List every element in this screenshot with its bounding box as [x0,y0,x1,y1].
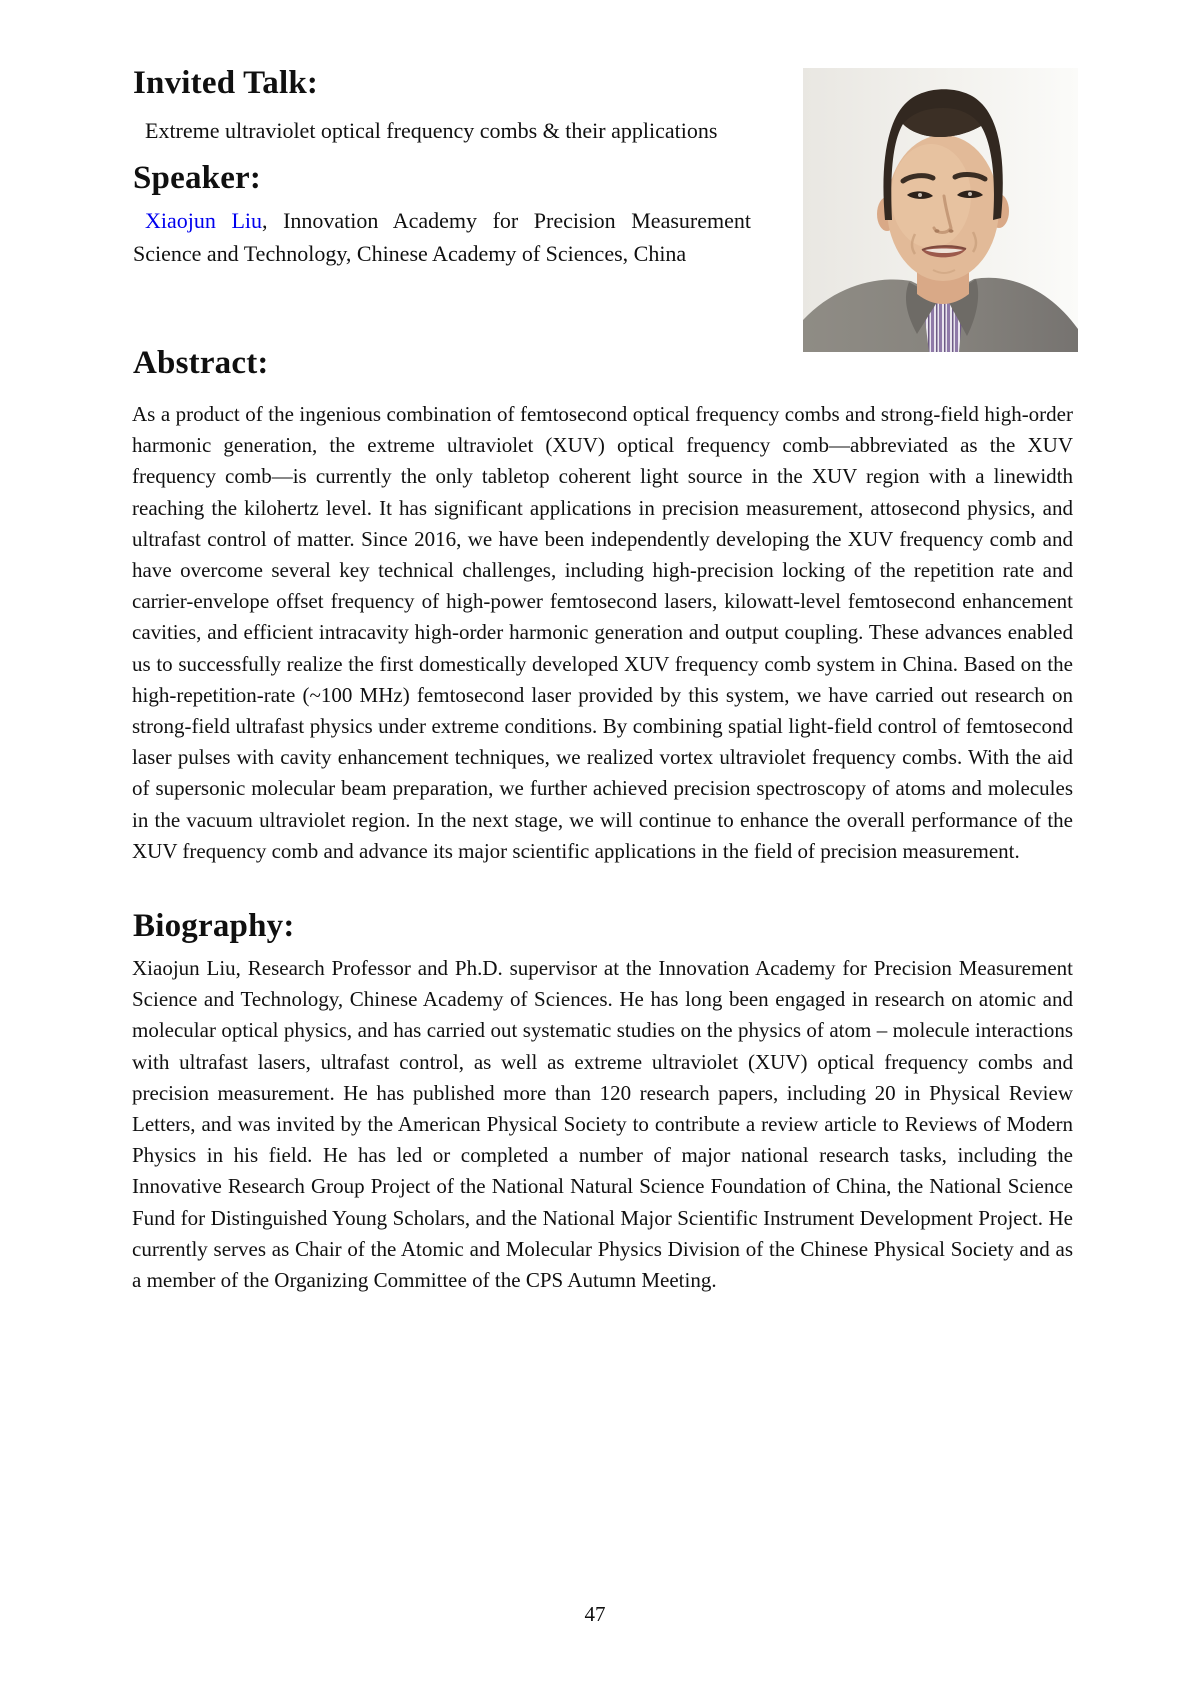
speaker-portrait-illustration [803,68,1078,352]
biography-heading: Biography: [133,908,295,944]
talk-title: Extreme ultraviolet optical frequency combs & their applications [145,118,718,143]
speaker-photo [803,68,1078,352]
invited-talk-heading: Invited Talk: [133,65,319,101]
abstract-heading: Abstract: [133,345,269,381]
speaker-heading: Speaker: [133,160,262,196]
speaker-name-link[interactable]: Xiaojun Liu [145,208,262,233]
speaker-affiliation [133,204,751,270]
abstract-text: As a product of the ingenious combination of femtosecond optical frequency combs and strong-field high-order harmonic generation, the extreme ultraviolet (XUV) optical frequency comb—abbreviated as the XUV frequency comb—is currently the only tabletop coherent light source in the XUV region with a linewidth reaching the kilohertz level. It has significant applications in precision measurement, attosecond physics, and ultrafast control of matter. Since 2016, we have been independently developing the XUV frequency comb and have overcome several key technical challenges, including high-precision locking of the repetition rate and carrier-envelope offset frequency of high-power femtosecond lasers, kilowatt-level femtosecond enhancement cavities, and efficient intracavity high-order harmonic generation and output coupling. These advances enabled us to successfully realize the first domestically developed XUV frequency comb system in China. Based on the high-repetition-rate (~100 MHz) femtosecond laser provided by this system, we have carried out research on strong-field ultrafast physics under extreme conditions. By combining spatial light-field control of femtosecond laser pulses with cavity enhancement techniques, we realized vortex ultraviolet frequency combs. With the aid of supersonic molecular beam preparation, we further achieved precision spectroscopy of atoms and molecules in the vacuum ultraviolet region. In the next stage, we will continue to enhance the overall performance of the XUV frequency comb and advance its major scientific applications in the field of precision measurement. [132,402,1073,863]
speaker-affiliation-text: , Innovation Academy for Precision Measurement Science and Technology, Chinese Academy of Sciences, China [133,208,751,266]
biography-text: Xiaojun Liu, Research Professor and Ph.D. supervisor at the Innovation Academy for Precision Measurement Science and Technology, Chinese Academy of Sciences. He has long been engaged in research on atomic and molecular optical physics, and has carried out systematic studies on the physics of atom – molecule interactions with ultrafast lasers, ultrafast control, as well as extreme ultraviolet (XUV) optical frequency combs and precision measurement. He has published more than 120 research papers, including 20 in Physical Review Letters, and was invited by the American Physical Society to contribute a review article to Reviews of Modern Physics in his field. He has led or completed a number of major national research tasks, including the Innovative Research Group Project of the National Natural Science Foundation of China, the National Science Fund for Distinguished Young Scholars, and the National Major Scientific Instrument Development Project. He currently serves as Chair of the Atomic and Molecular Physics Division of the Chinese Physical Society and as a member of the Organizing Committee of the CPS Autumn Meeting. [132,956,1073,1293]
page-number: 47 [584,1602,606,1626]
